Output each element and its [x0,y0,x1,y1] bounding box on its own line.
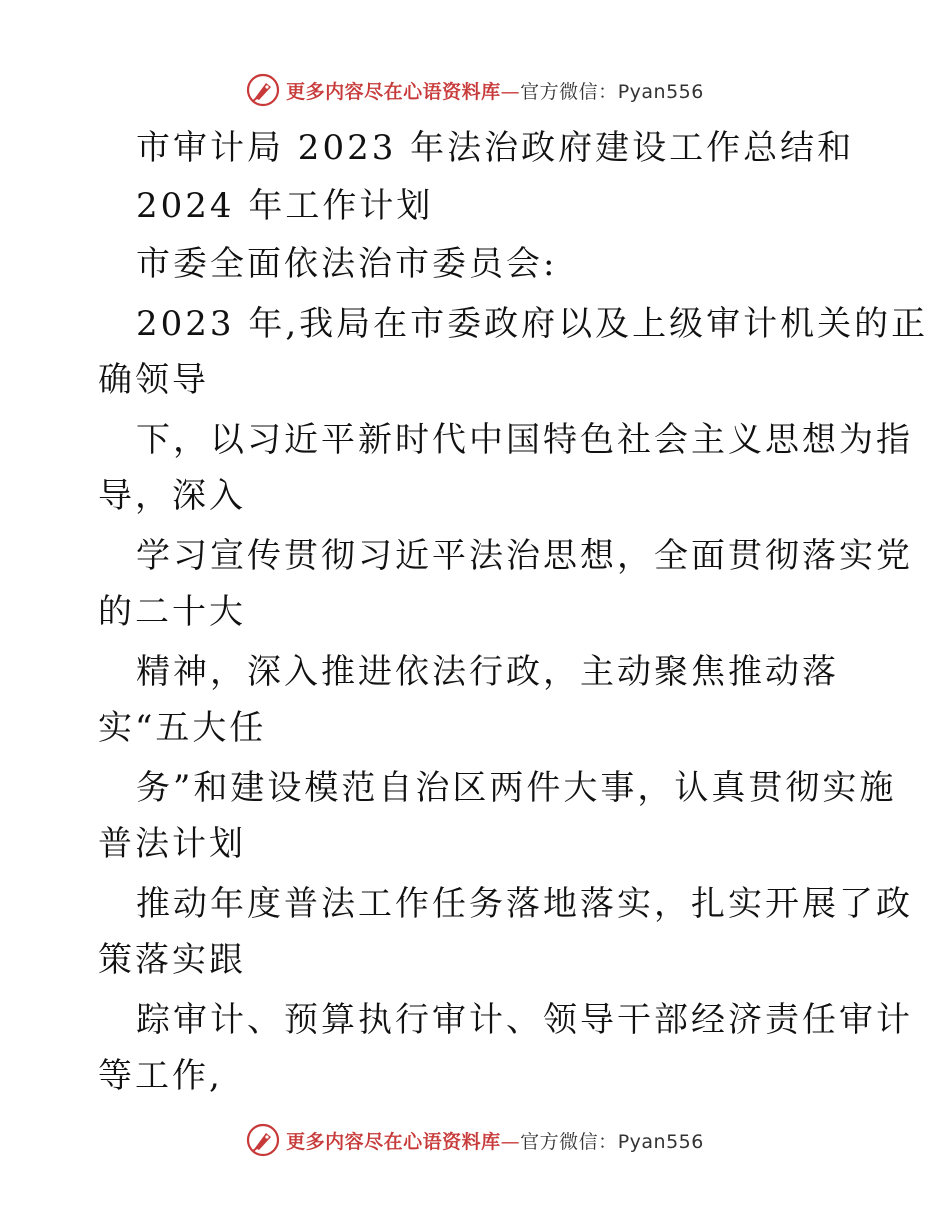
paragraph-line: 策落实跟 [98,940,246,980]
footer-banner [0,1122,950,1158]
salutation: 市委全面依法治市委员会: [136,244,558,284]
paragraph-line: 确领导 [98,360,209,400]
banner-site-name: 更多内容尽在心语资料库 [286,1130,501,1153]
banner-text [286,1127,704,1154]
paragraph-line: 的二十大 [98,592,246,632]
banner-separator: — [500,1130,521,1153]
header-banner [0,72,950,108]
title-line-1: 市审计局 2023 年法治政府建设工作总结和 [136,128,855,168]
paragraph-line: 实“五大任 [98,708,267,748]
paragraph-line: 学习宣传贯彻习近平法治思想，全面贯彻落实党 [136,536,913,576]
banner-wechat-account: Pyan556 [617,80,704,103]
title-line-2: 2024 年工作计划 [136,186,434,226]
banner-wechat-label: 官方微信： [520,1130,618,1153]
banner-wechat-account: Pyan556 [617,1130,704,1153]
paragraph-line: 踪审计、预算执行审计、领导干部经济责任审计 [136,1000,913,1040]
banner-text [286,77,704,104]
paragraph-line: 推动年度普法工作任务落地落实，扎实开展了政 [136,884,913,924]
banner-separator: — [500,80,521,103]
paragraph-line: 务”和建设模范自治区两件大事，认真贯彻实施 [136,768,897,808]
paragraph-line: 导，深入 [98,476,246,516]
paragraph-line: 普法计划 [98,824,246,864]
paragraph-line: 等工作, [98,1056,223,1096]
banner-wechat-label: 官方微信： [520,80,618,103]
paragraph-line: 精神，深入推进依法行政，主动聚焦推动落 [136,652,839,692]
paragraph-line: 下，以习近平新时代中国特色社会主义思想为指 [136,420,913,460]
banner-site-name: 更多内容尽在心语资料库 [286,80,501,103]
pen-nib-logo-icon [246,73,280,107]
pen-nib-logo-icon [246,1123,280,1157]
paragraph-line: 2023 年,我局在市委政府以及上级审计机关的正 [136,304,929,344]
